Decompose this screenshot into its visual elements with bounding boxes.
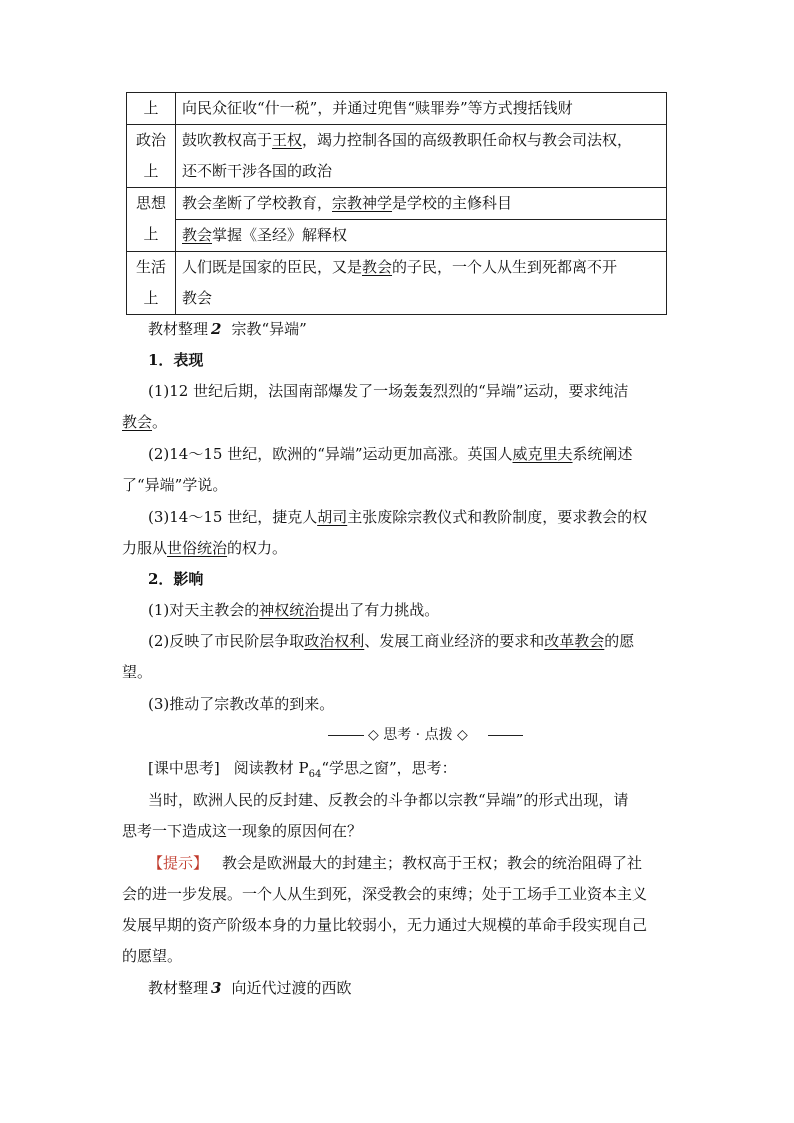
answer-line: 【提示】 教会是欧洲最大的封建主；教权高于王权；教会的统治阻碍了社 xyxy=(148,854,643,872)
paragraph-line: (3)14～15 世纪，捷克人胡司主张废除宗教仪式和教阶制度，要求教会的权 xyxy=(148,508,648,526)
row-content: 人们既是国家的臣民，又是教会的子民，一个人从生到死都离不开 教会 xyxy=(176,252,667,315)
paragraph-line: 了“异端”学说。 xyxy=(122,476,228,494)
paragraph-line: 教会。 xyxy=(122,413,168,431)
row-content: 向民众征收“什一税”，并通过兜售“赎罪券”等方式搜括钱财 xyxy=(176,93,667,125)
section-title: 教材整理 3 向近代过渡的西欧 xyxy=(148,979,352,997)
paragraph-line: (1)12 世纪后期，法国南部爆发了一场轰轰烈烈的“异端”运动，要求纯洁 xyxy=(148,382,629,400)
row-content: 教会掌握《圣经》解释权 xyxy=(176,220,667,252)
table-row xyxy=(127,220,667,252)
answer-line: 会的进一步发展。一个人从生到死，深受教会的束缚；处于工场手工业资本主义 xyxy=(122,885,648,903)
table-row xyxy=(127,252,667,315)
question-line: [课中思考] 阅读教材 $P_{64}“$学思之窗”，思考： xyxy=(148,759,457,780)
answer-line: 发展早期的资产阶级本身的力量比较弱小，无力通过大规模的革命手段实现自己 xyxy=(122,916,648,934)
paragraph-line: 望。 xyxy=(122,663,153,681)
row-header: 上 xyxy=(127,93,176,125)
row-header: 政治 上 xyxy=(127,125,176,188)
row-header: 思想 上 xyxy=(127,188,176,252)
hint-label: 【提示】 xyxy=(148,854,209,872)
paragraph-line: (1)对天主教会的神权统治提出了有力挑战。 xyxy=(148,601,440,619)
row-header: 生活 上 xyxy=(127,252,176,315)
church-power-table xyxy=(126,92,667,315)
paragraph-line: 力服从世俗统治的权力。 xyxy=(122,539,288,557)
answer-line: 的愿望。 xyxy=(122,947,183,965)
paragraph-line: (2)14～15 世纪，欧洲的“异端”运动更加高涨。英国人威克里夫系统阐述 xyxy=(148,445,633,463)
row-content: 鼓吹教权高于王权，竭力控制各国的高级教职任命权与教会司法权， 还不断干涉各国的政治 xyxy=(176,125,667,188)
section-separator xyxy=(328,725,523,745)
subheading: 2．影响 xyxy=(148,570,204,588)
paragraph-line: (3)推动了宗教改革的到来。 xyxy=(148,695,335,713)
subheading: 1．表现 xyxy=(148,351,204,369)
question-line: 当时，欧洲人民的反封建、反教会的斗争都以宗教“异端”的形式出现，请 xyxy=(148,791,629,809)
paragraph-line: (2)反映了市民阶层争取政治权利、发展工商业经济的要求和改革教会的愿 xyxy=(148,632,635,650)
separator-label: ◇ 思考 · 点拨 ◇ xyxy=(368,727,468,743)
table-row xyxy=(127,125,667,188)
section-title: 教材整理 2 宗教“异端” xyxy=(148,320,307,338)
row-content: 教会垄断了学校教育，宗教神学是学校的主修科目 xyxy=(176,188,667,220)
table-row xyxy=(127,93,667,125)
table-row xyxy=(127,188,667,220)
question-line: 思考一下造成这一现象的原因何在？ xyxy=(122,822,363,840)
